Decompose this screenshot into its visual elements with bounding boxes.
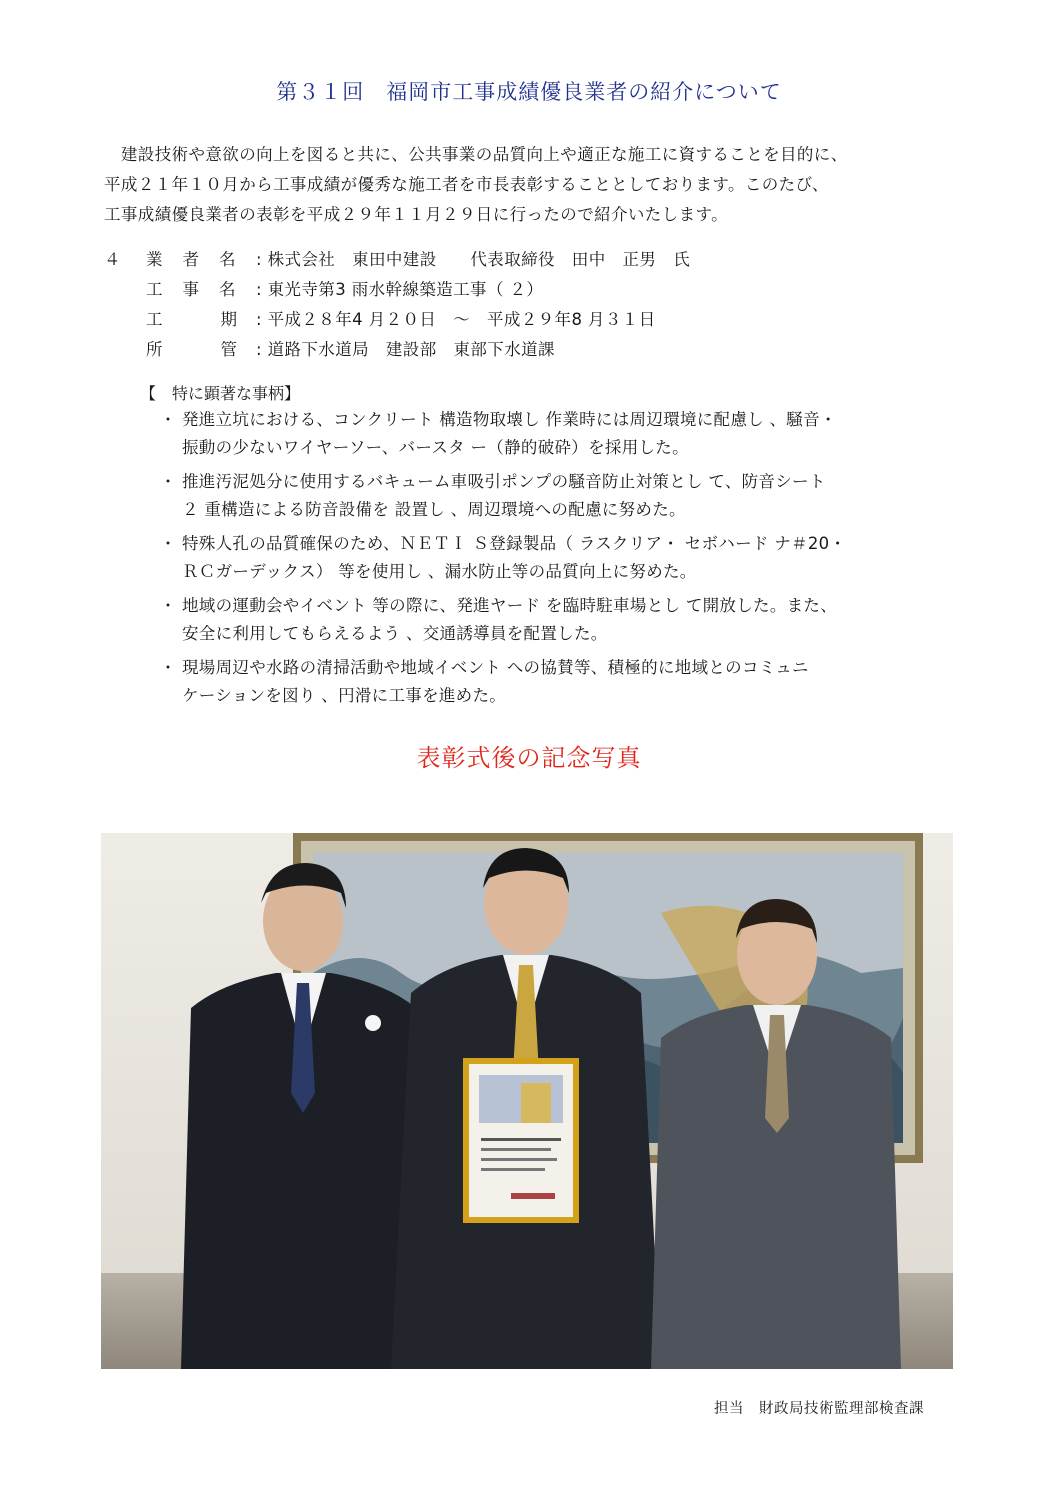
bullet-marker: ・ [160, 596, 177, 615]
highlight-line: 発進立坑における、コンクリート 構造物取壊し 作業時には周辺環境に配慮し 、騒音・ [182, 410, 837, 429]
intro-line: 平成２１年１０月から工事成績が優秀な施工者を市長表彰することとしております。このたび、 [104, 175, 829, 194]
highlights-heading: 【 特に顕著な事柄】 [140, 384, 301, 403]
highlight-line: 推進汚泥処分に使用するバキューム車吸引ポンプの騒音防止対策とし て、防音シート [182, 472, 826, 491]
highlight-item [150, 592, 950, 648]
page-title: 第３１回 福岡市工事成績優良業者の紹介について [276, 80, 782, 104]
highlight-line: 地域の運動会やイベント 等の際に、発進ヤード を臨時駐車場とし て開放した。また、 [182, 596, 838, 615]
highlight-item [150, 654, 950, 710]
highlight-line: 安全に利用してもらえるよう 、交通誘導員を配置した。 [182, 624, 608, 643]
entry-number: ４ [104, 250, 121, 269]
field-value: : 道路下水道局 建設部 東部下水道課 [256, 340, 555, 359]
field-label: 業者名 [146, 250, 256, 269]
certificate [463, 1058, 579, 1223]
highlight-item [150, 530, 950, 586]
field-value: : 株式会社 東田中建設 代表取締役 田中 正男 氏 [256, 250, 691, 269]
highlight-line: 振動の少ないワイヤーソー、バースタ ー（静的破砕）を採用した。 [182, 438, 689, 457]
photo-illustration [101, 833, 953, 1369]
bullet-marker: ・ [160, 658, 177, 677]
photo-title: 表彰式後の記念写真 [416, 744, 642, 772]
field-label: 工期 [146, 310, 295, 329]
bullet-marker: ・ [160, 472, 177, 491]
bullet-marker: ・ [160, 534, 177, 553]
highlight-item [150, 406, 950, 462]
intro-line: 建設技術や意欲の向上を図ると共に、公共事業の品質向上や適正な施工に資することを目的に、 [104, 145, 848, 164]
bullet-marker: ・ [160, 410, 177, 429]
field-value: : 東光寺第3 雨水幹線築造工事（ ２） [256, 280, 544, 299]
highlight-line: 現場周辺や水路の清掃活動や地域イベント への協賛等、積極的に地域とのコミュニ [182, 658, 809, 677]
highlight-item [150, 468, 950, 524]
footer-contact: 担当 財政局技術監理部検査課 [714, 1401, 924, 1417]
highlights-list [150, 406, 950, 716]
field-label: 所管 [146, 340, 295, 359]
highlight-line: ２ 重構造による防音設備を 設置し 、周辺環境への配慮に努めた。 [182, 500, 686, 519]
commemorative-photo [101, 833, 953, 1369]
field-label: 工事名 [146, 280, 256, 299]
intro-paragraph [104, 140, 964, 230]
highlight-line: ＲＣガーデックス） 等を使用し 、漏水防止等の品質向上に努めた。 [182, 562, 697, 581]
field-value: : 平成２８年4 月２０日 ～ 平成２９年8 月３１日 [256, 310, 656, 329]
highlight-line: 特殊人孔の品質確保のため、ＮＥＴＩ Ｓ登録製品（ ラスクリア・ セボハード ナ＃20・ [182, 534, 847, 553]
highlight-line: ケーションを図り 、円滑に工事を進めた。 [182, 686, 507, 705]
intro-line: 工事成績優良業者の表彰を平成２９年１１月２９日に行ったので紹介いたします。 [104, 205, 728, 224]
